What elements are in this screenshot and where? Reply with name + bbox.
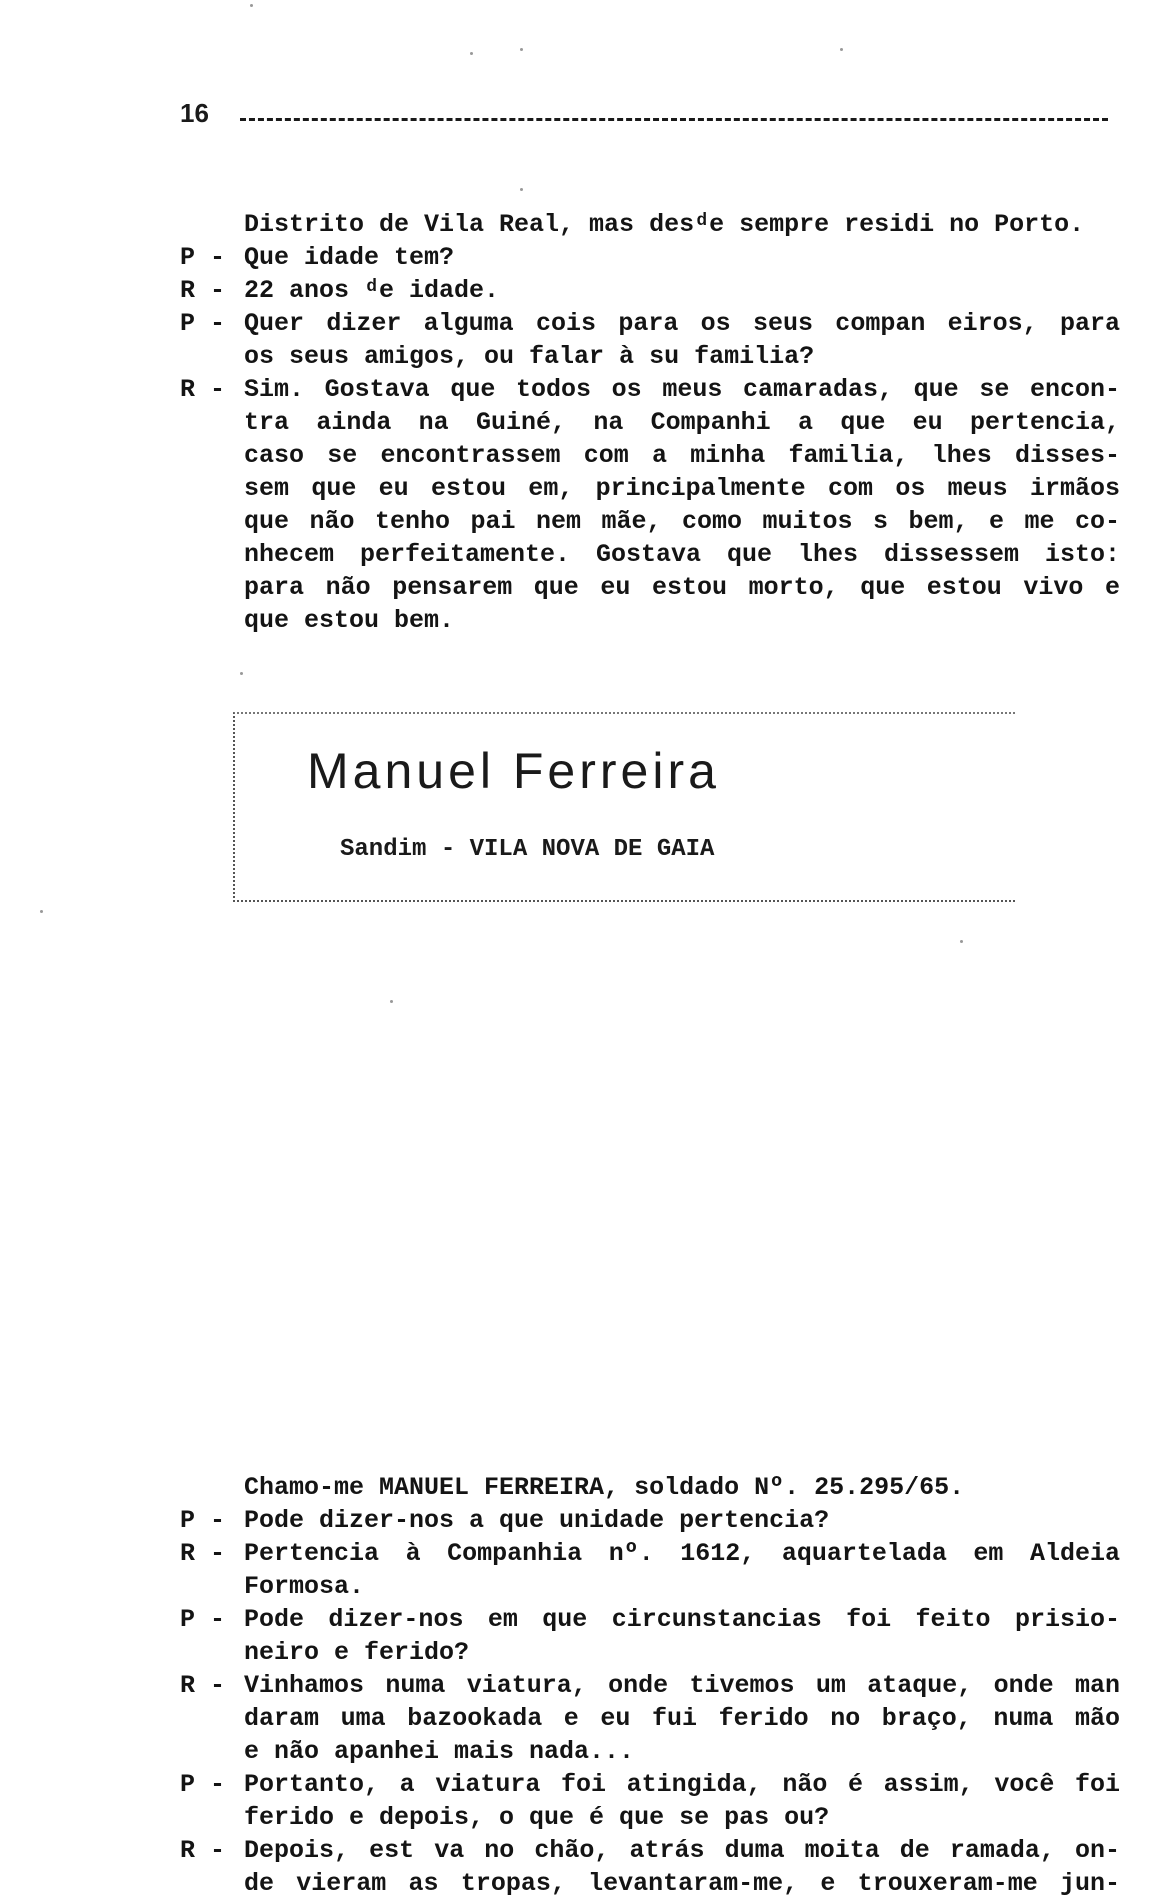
qa-continuation-line [180, 340, 1120, 373]
qa-text: Pode dizer-nos em que circunstancias foi feito prisio- [244, 1605, 1120, 1634]
qa-text: os seus amigos, ou falar à su familia? [244, 342, 815, 371]
qa-text: Formosa. [244, 1572, 365, 1601]
qa-line [180, 1669, 1120, 1702]
intro-text: Chamo-me MANUEL FERREIRA, soldado Nº. 25.295/65. [244, 1473, 965, 1502]
qa-text: de vieram as tropas, levantaram-me, e trouxeram-me jun- [244, 1869, 1120, 1898]
speaker-label: P [180, 1506, 196, 1535]
qa-text: que não tenho pai nem mãe, como muitos s bem, e me co- [244, 507, 1120, 536]
qa-text: tra ainda na Guiné, na Companhi a que eu pertencia, [244, 408, 1120, 437]
qa-text: ferido e depois, o que é que se pas ou? [244, 1803, 830, 1832]
qa-text: daram uma bazookada e eu fui ferido no braço, numa mão [244, 1704, 1120, 1733]
dash: - [210, 1539, 226, 1568]
stamp-name: Manuel Ferreira [307, 743, 720, 799]
qa-line [180, 1603, 1120, 1636]
speaker-label: P [180, 1770, 196, 1799]
qa-text: Pode dizer-nos a que unidade pertencia? [244, 1506, 830, 1535]
qa-text: para não pensarem que eu estou morto, que estou vivo e [244, 573, 1120, 602]
qa-line [180, 1834, 1120, 1867]
qa-continuation-line [180, 1867, 1120, 1900]
speaker-label: P [180, 309, 196, 338]
dash: - [210, 1770, 226, 1799]
qa-text: nhecem perfeitamente. Gostava que lhes dissessem isto: [244, 540, 1120, 569]
interview-section-2 [180, 1471, 1120, 1900]
speaker-label: R [180, 1671, 196, 1700]
interview-section-1 [180, 208, 1120, 637]
stamp-place: Sandim - VILA NOVA DE GAIA [340, 836, 715, 863]
dash: - [210, 309, 226, 338]
dash: - [210, 1836, 226, 1865]
qa-continuation-line [180, 1801, 1120, 1834]
speaker-label: R [180, 1539, 196, 1568]
qa-continuation-line [180, 1570, 1120, 1603]
speaker-label: R [180, 1836, 196, 1865]
name-stamp-box [233, 712, 1015, 902]
qa-continuation-line [180, 505, 1120, 538]
qa-text: Depois, est va no chão, atrás duma moita de ramada, on- [244, 1836, 1120, 1865]
header-rule [240, 118, 1108, 121]
dash: - [210, 1605, 226, 1634]
page-number: 16 [180, 98, 209, 128]
intro-line [180, 208, 1120, 241]
qa-text: e não apanhei mais nada... [244, 1737, 635, 1766]
qa-text: Sim. Gostava que todos os meus camaradas, que se encon- [244, 375, 1120, 404]
qa-text: Quer dizer alguma cois para os seus compan eiros, para [244, 309, 1120, 338]
qa-text: 22 anos ᵈe idade. [244, 276, 500, 305]
qa-text: Portanto, a viatura foi atingida, não é assim, você foi [244, 1770, 1120, 1799]
qa-text: neiro e ferido? [244, 1638, 470, 1667]
qa-continuation-line [180, 538, 1120, 571]
qa-line [180, 373, 1120, 406]
dash: - [210, 276, 226, 305]
qa-line [180, 1504, 1120, 1537]
dash: - [210, 1506, 226, 1535]
dash: - [210, 1671, 226, 1700]
speaker-label: R [180, 375, 196, 404]
dash: - [210, 375, 226, 404]
qa-text: Vinhamos numa viatura, onde tivemos um ataque, onde man [244, 1671, 1120, 1700]
qa-line [180, 241, 1120, 274]
speaker-label: R [180, 276, 196, 305]
speaker-label: P [180, 1605, 196, 1634]
qa-text: sem que eu estou em, principalmente com os meus irmãos [244, 474, 1120, 503]
qa-continuation-line [180, 1735, 1120, 1768]
qa-text: que estou bem. [244, 606, 455, 635]
qa-continuation-line [180, 1702, 1120, 1735]
intro-line [180, 1471, 1120, 1504]
dash: - [210, 243, 226, 272]
qa-continuation-line [180, 571, 1120, 604]
qa-line [180, 1537, 1120, 1570]
qa-continuation-line [180, 439, 1120, 472]
qa-line [180, 274, 1120, 307]
qa-text: Pertencia à Companhia nº. 1612, aquartelada em Aldeia [244, 1539, 1120, 1568]
qa-continuation-line [180, 406, 1120, 439]
qa-text: caso se encontrassem com a minha familia, lhes disses- [244, 441, 1120, 470]
qa-continuation-line [180, 472, 1120, 505]
qa-line [180, 307, 1120, 340]
intro-text: Distrito de Vila Real, mas desᵈe sempre residi no Porto. [244, 210, 1085, 239]
speaker-label: P [180, 243, 196, 272]
qa-continuation-line [180, 1636, 1120, 1669]
qa-continuation-line [180, 604, 1120, 637]
qa-line [180, 1768, 1120, 1801]
qa-text: Que idade tem? [244, 243, 455, 272]
